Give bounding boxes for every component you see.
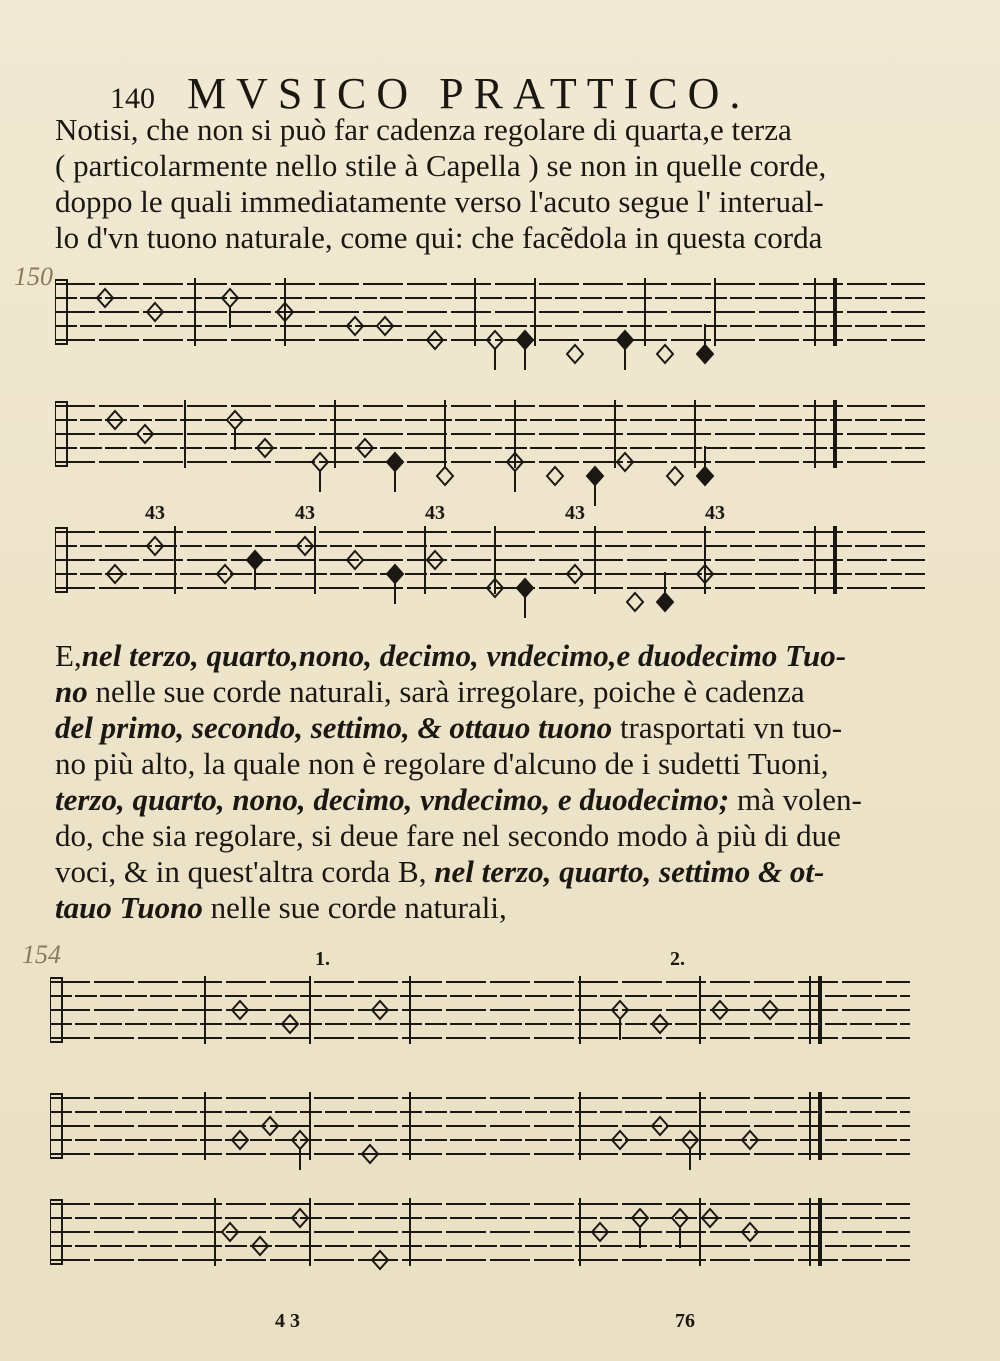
figured-bass-row-1: [55, 502, 925, 526]
text-run: mà volen-: [729, 782, 862, 817]
example-label: 1.: [315, 948, 330, 970]
text-line: [55, 746, 935, 782]
note: [697, 467, 713, 485]
note: [657, 345, 673, 363]
figured-bass-row-2: [55, 1310, 925, 1334]
italic-run: tauo Tuono: [55, 890, 203, 925]
figured-bass-numeral: 76: [675, 1310, 695, 1332]
text-line: [55, 674, 935, 710]
italic-run: nel terzo, quarto,nono, decimo, vndecimo,e duodecimo Tuo-: [81, 638, 847, 673]
paragraph-2: [55, 638, 935, 926]
figured-bass-numeral: 43: [145, 502, 165, 524]
note: [247, 551, 263, 569]
running-title: MVSICO PRATTICO.: [187, 69, 751, 118]
text-run: E,: [55, 638, 82, 673]
italic-run: del primo, secondo, settimo, & ottauo tuono: [55, 710, 613, 745]
text-run: trasportati vn tuo-: [612, 710, 843, 745]
music-example-2: [50, 968, 920, 1298]
margin-note: 150: [14, 262, 53, 291]
text-run: nelle sue corde naturali,: [202, 890, 507, 925]
text-line: lo d'vn tuono naturale, come qui: che facẽdola in questa corda: [55, 220, 823, 255]
example-label: 2.: [670, 948, 685, 970]
text-line: [55, 890, 935, 926]
figured-bass-numeral: 43: [565, 502, 585, 524]
music-example-1: [55, 270, 925, 630]
text-run: no più alto, la quale non è regolare d'alcuno de i sudetti Tuoni,: [55, 746, 829, 781]
italic-run: terzo, quarto, nono, decimo, vndecimo, e duodecimo;: [55, 782, 730, 817]
text-line: Notisi, che non si può far cadenza regolare di quarta,e terza: [55, 112, 792, 147]
text-line: [55, 638, 935, 674]
text-line: [55, 854, 935, 890]
note: [567, 345, 583, 363]
italic-run: nel terzo, quarto, settimo & ot-: [434, 854, 825, 889]
note: [587, 467, 603, 485]
page-number: 140: [110, 82, 155, 115]
note: [437, 467, 453, 485]
text-run: nelle sue corde naturali, sarà irregolare, poiche è cadenza: [87, 674, 805, 709]
note: [657, 593, 673, 611]
note: [387, 565, 403, 583]
note: [517, 331, 533, 349]
text-line: [55, 782, 935, 818]
text-run: do, che sia regolare, si deue fare nel secondo modo à più di due: [55, 818, 841, 853]
note: [517, 579, 533, 597]
paragraph-1: [55, 112, 935, 256]
italic-run: no: [55, 674, 88, 709]
figured-bass-numeral: 43: [425, 502, 445, 524]
text-line: [55, 710, 935, 746]
text-line: [55, 818, 935, 854]
margin-note: 154: [22, 940, 61, 969]
figured-bass-numeral: 4 3: [275, 1310, 300, 1332]
note: [387, 453, 403, 471]
text-run: voci, & in quest'altra corda B,: [55, 854, 435, 889]
note: [617, 331, 633, 349]
note: [697, 345, 713, 363]
note: [627, 593, 643, 611]
note: [547, 467, 563, 485]
text-line: doppo le quali immediatamente verso l'acuto segue l' interual-: [55, 184, 824, 219]
note: [667, 467, 683, 485]
text-line: ( particolarmente nello stile à Capella ) se non in quelle corde,: [55, 148, 827, 183]
figured-bass-numeral: 43: [295, 502, 315, 524]
figured-bass-numeral: 43: [705, 502, 725, 524]
